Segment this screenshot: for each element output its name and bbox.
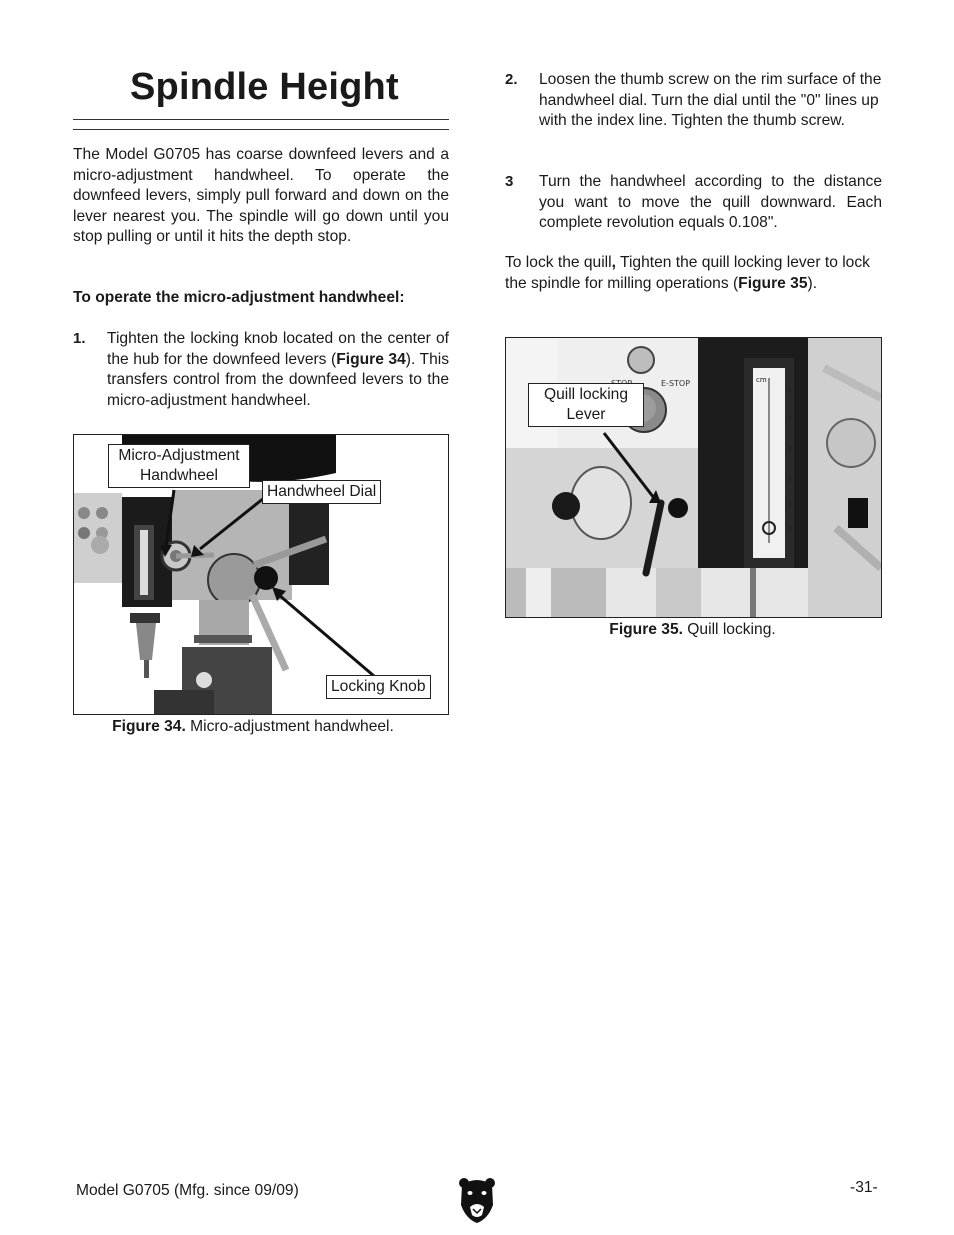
figure-35-caption: Figure 35. Quill locking. (609, 621, 776, 638)
scale-tick: 4 (788, 416, 792, 423)
figure-35-ref: Figure 35 (738, 274, 808, 292)
quill-locking-lever-label: Quill locking Lever (528, 383, 644, 427)
figure-35-photo (506, 338, 881, 617)
scale-tick: 2 (788, 476, 792, 483)
step-1-text: Tighten the locking knob located on the center of the hub for the downfeed levers (Figure 34). This transfers control from the downfeed levers to the micro-adjustment handwheel. (107, 330, 450, 409)
figure-34-ref: Figure 34 (336, 350, 406, 368)
scale-units: cm (756, 376, 767, 384)
locking-knob-label: Locking Knob (326, 675, 431, 699)
subheading: To operate the micro-adjustment handwheel: (73, 289, 405, 306)
scale-tick: 0 (788, 526, 792, 533)
step-3-text: Turn the handwheel according to the distance you want to move the quill downward. Each complete revolution equals 0.108". (539, 173, 882, 232)
footer-model: Model G0705 (Mfg. since 09/09) (76, 1182, 299, 1199)
intro-paragraph: The Model G0705 has coarse downfeed levers and a micro-adjustment handwheel. To operate the downfeed levers, simply pull forward and down on the lever nearest you. The spindle will go down until you stop pulling or until it hits the depth stop. (73, 146, 449, 246)
scale-tick: 3 (788, 446, 792, 453)
scale-tick: 1 (788, 501, 792, 508)
figure-34-caption: Figure 34. Micro-adjustment handwheel. (112, 718, 394, 735)
footer-page-number: -31- (850, 1179, 878, 1196)
panel-estop-text: E-STOP (661, 379, 691, 388)
handwheel-dial-label: Handwheel Dial (262, 480, 381, 504)
step-2-number: 2. (505, 71, 518, 88)
step-1-number: 1. (73, 330, 86, 347)
title-rule-bottom (73, 129, 449, 130)
step-3-number: 3 (505, 173, 514, 190)
title-rule-top (73, 119, 449, 120)
bear-head-logo-icon (458, 1175, 496, 1223)
micro-adjustment-handwheel-label: Micro-Adjustment Handwheel (108, 444, 250, 488)
page-title: Spindle Height (130, 66, 399, 108)
figure-34 (73, 434, 449, 715)
step-2-text: Loosen the thumb screw on the rim surface of the handwheel dial. Turn the dial until the "0" lines up with the index line. Tighten the thumb screw. (539, 71, 882, 130)
scale-tick: 5 (788, 386, 792, 393)
lock-quill-paragraph: To lock the quill, Tighten the quill locking lever to lock the spindle for milling operations (Figure 35). (505, 254, 870, 292)
figure-35 (505, 337, 882, 618)
